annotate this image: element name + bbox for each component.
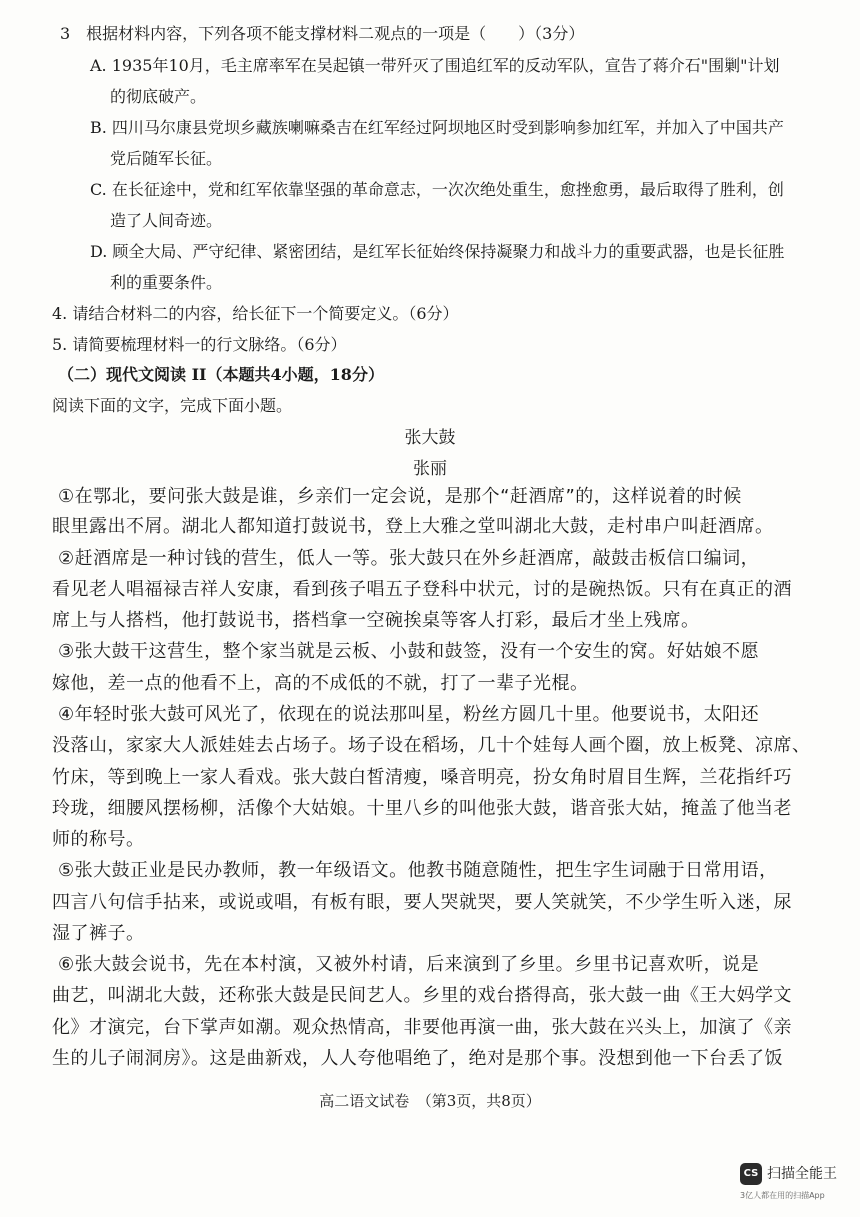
story-line: ①在鄂北，要问张大鼓是谁，乡亲们一定会说，是那个“赶酒席”的，这样说着的时候 — [58, 486, 742, 507]
story-line: ⑥张大鼓会说书，先在本村演，又被外村请，后来演到了乡里。乡里书记喜欢听，说是 — [58, 954, 760, 975]
story-line: 曲艺，叫湖北大鼓，还称张大鼓是民间艺人。乡里的戏台搭得高，张大鼓一曲《王大妈学文 — [52, 985, 792, 1006]
page-footer: 高二语文试卷 （第3页，共8页） — [319, 1092, 541, 1110]
story-line: 玲珑，细腰风摆杨柳，活像个大姑娘。十里八乡的叫他张大鼓，谐音张大姑，掩盖了他当老 — [52, 798, 792, 819]
question-4: 4. 请结合材料二的内容，给长征下一个简要定义。（6分） — [52, 304, 459, 323]
story-line: 四言八句信手拈来，或说或唱，有板有眼，要人哭就哭，要人笑就笑，不少学生听入迷，尿 — [52, 892, 792, 913]
scanner-watermark — [740, 1163, 850, 1207]
story-line: ④年轻时张大鼓可风光了，依现在的说法那叫星，粉丝方圆几十里。他要说书，太阳还 — [58, 704, 760, 725]
story-line: ②赶酒席是一种讨钱的营生，低人一等。张大鼓只在外乡赶酒席，敲鼓击板信口编词， — [58, 548, 760, 569]
reading-instruction: 阅读下面的文字，完成下面小题。 — [52, 396, 293, 415]
story-author: 张丽 — [413, 459, 447, 479]
section-heading: （二）现代文阅读 II（本题共4小题，18分） — [58, 365, 384, 384]
watermark-app-name: 扫描全能王 — [767, 1166, 837, 1182]
option-a-line-1: A. 1935年10月，毛主席率军在吴起镇一带歼灭了围追红军的反动军队，宣告了蒋介石"围剿"计划 — [90, 56, 780, 75]
story-title: 张大鼓 — [404, 428, 456, 448]
option-b-line-1: B. 四川马尔康县党坝乡藏族喇嘛桑吉在红军经过阿坝地区时受到影响参加红军，并加入了中国共产 — [90, 118, 784, 137]
story-line: 眼里露出不屑。湖北人都知道打鼓说书，登上大雅之堂叫湖北大鼓，走村串户叫赶酒席。 — [52, 516, 774, 537]
option-a-line-2: 的彻底破产。 — [110, 87, 207, 106]
story-line: ③张大鼓干这营生，整个家当就是云板、小鼓和鼓签，没有一个安生的窝。好姑娘不愿 — [58, 641, 760, 662]
story-line: 化》才演完，台下掌声如潮。观众热情高，非要他再演一曲，张大鼓在兴头上，加演了《亲 — [52, 1017, 792, 1038]
question-5: 5. 请简要梳理材料一的行文脉络。（6分） — [52, 335, 347, 354]
story-line: 竹床，等到晚上一家人看戏。张大鼓白皙清瘦，嗓音明亮，扮女角时眉目生辉，兰花指纤巧 — [52, 767, 792, 788]
option-d-line-2: 利的重要条件。 — [110, 273, 223, 292]
camscanner-logo-icon: CS — [740, 1163, 762, 1185]
story-line: 没落山，家家大人派娃娃去占场子。场子设在稻场，几十个娃每人画个圈，放上板凳、凉席、 — [52, 735, 811, 756]
option-c-line-2: 造了人间奇迹。 — [110, 211, 223, 230]
option-c-line-1: C. 在长征途中，党和红军依靠坚强的革命意志，一次次绝处重生，愈挫愈勇，最后取得了胜利，创 — [90, 180, 784, 199]
story-line: ⑤张大鼓正业是民办教师，教一年级语文。他教书随意随性，把生字生词融于日常用语， — [58, 860, 778, 881]
option-b-line-2: 党后随军长征。 — [110, 149, 223, 168]
question-3: 3 根据材料内容，下列各项不能支撑材料二观点的一项是（ ）（3分） — [60, 24, 585, 43]
story-line: 师的称号。 — [52, 829, 145, 850]
watermark-tagline: 3亿人都在用的扫描App — [740, 1191, 825, 1200]
story-line: 生的儿子闹洞房》。这是曲新戏，人人夸他唱绝了，绝对是那个事。没想到他一下台丢了饭 — [52, 1048, 783, 1069]
option-d-line-1: D. 顾全大局、严守纪律、紧密团结，是红军长征始终保持凝聚力和战斗力的重要武器，也是长征胜 — [90, 242, 785, 261]
story-line: 席上与人搭档，他打鼓说书，搭档拿一空碗挨桌等客人打彩，最后才坐上残席。 — [52, 610, 700, 631]
story-line: 湿了裤子。 — [52, 923, 145, 944]
story-line: 看见老人唱福禄吉祥人安康，看到孩子唱五子登科中状元，讨的是碗热饭。只有在真正的酒 — [52, 579, 792, 600]
story-line: 嫁他，差一点的他看不上，高的不成低的不就，打了一辈子光棍。 — [52, 673, 589, 694]
